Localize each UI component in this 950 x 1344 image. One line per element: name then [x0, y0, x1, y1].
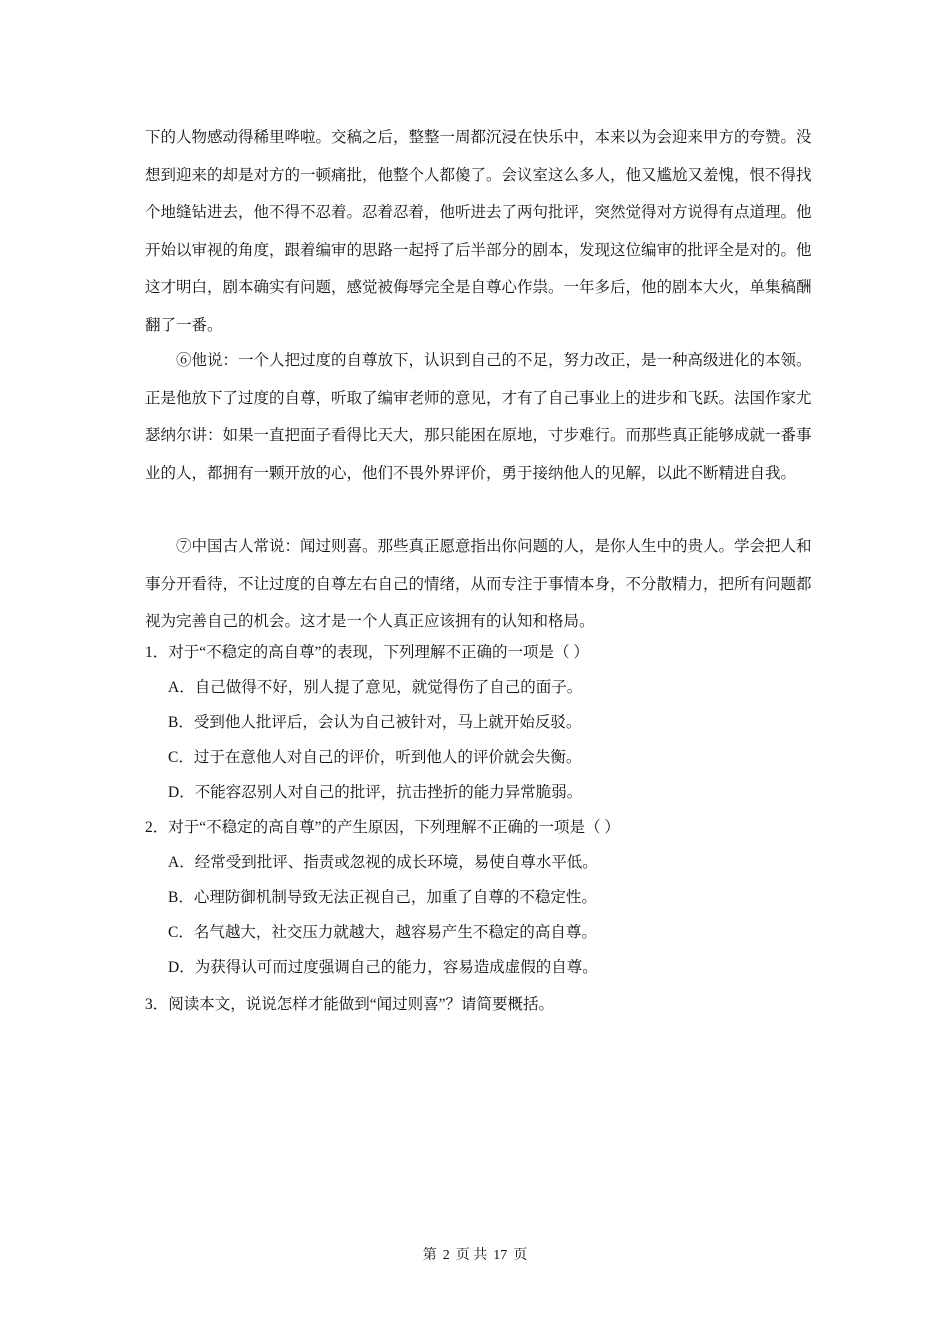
question-2-option-a: A．经常受到批评、指责或忽视的成长环境，易使自尊水平低。	[168, 854, 598, 871]
question-1-option-d: D．不能容忍别人对自己的批评，抗击挫折的能力异常脆弱。	[168, 784, 583, 801]
footer-suffix: 页	[513, 1248, 528, 1263]
question-1-option-a: A．自己做得不好，别人提了意见，就觉得伤了自己的面子。	[168, 679, 583, 696]
question-2-option-d: D．为获得认可而过度强调自己的能力，容易造成虚假的自尊。	[168, 959, 598, 976]
footer-prefix: 第	[422, 1248, 437, 1263]
question-1-option-b: B．受到他人批评后，会认为自己被针对，马上就开始反驳。	[168, 714, 582, 731]
question-3-stem: 3．阅读本文，说说怎样才能做到“闻过则喜”？请简要概括。	[145, 996, 555, 1013]
question-1-option-c: C．过于在意他人对自己的评价，听到他人的评价就会失衡。	[168, 749, 582, 766]
question-2-option-b: B．心理防御机制导致无法正视自己，加重了自尊的不稳定性。	[168, 889, 597, 906]
footer-page-number: 2	[442, 1248, 450, 1263]
paragraph-6: ⑥他说：一个人把过度的自尊放下，认识到自己的不足，努力改正，是一种高级进化的本领。正是他放下了过度的自尊，听取了编审老师的意见，才有了自己事业上的进步和飞跃。法国作家尤瑟纳尔讲：如果一直把面子看得比天大，那只能困在原地，寸步难行。而那些真正能够成就一番事业的人，都拥有一颗开放的心，他们不畏外界评价，勇于接纳他人的见解，以此不断精进自我。	[145, 351, 812, 482]
footer-total-pages: 17	[493, 1248, 508, 1263]
question-2-option-c: C．名气越大，社交压力就越大，越容易产生不稳定的高自尊。	[168, 924, 597, 941]
question-1-stem: 1．对于“不稳定的高自尊”的表现，下列理解不正确的一项是（ ）	[145, 644, 589, 661]
page-footer	[0, 1244, 950, 1264]
footer-mid: 页 共	[455, 1248, 488, 1263]
question-2-stem: 2．对于“不稳定的高自尊”的产生原因，下列理解不正确的一项是（ ）	[145, 819, 620, 836]
paragraph-5-continuation: 下的人物感动得稀里哗啦。交稿之后，整整一周都沉浸在快乐中，本来以为会迎来甲方的夸赞。没想到迎来的却是对方的一顿痛批，他整个人都傻了。会议室这么多人，他又尴尬又羞愧，恨不得找个地缝钻进去，他不得不忍着。忍着忍着，他听进去了两句批评，突然觉得对方说得有点道理。他开始以审视的角度，跟着编审的思路一起捋了后半部分的剧本，发现这位编审的批评全是对的。他这才明白，剧本确实有问题，感觉被侮辱完全是自尊心作祟。一年多后，他的剧本大火，单集稿酬翻了一番。	[145, 128, 812, 334]
paragraph-7: ⑦中国古人常说：闻过则喜。那些真正愿意指出你问题的人，是你人生中的贵人。学会把人和事分开看待，不让过度的自尊左右自己的情绪，从而专注于事情本身，不分散精力，把所有问题都视为完善自己的机会。这才是一个人真正应该拥有的认知和格局。	[145, 537, 812, 630]
